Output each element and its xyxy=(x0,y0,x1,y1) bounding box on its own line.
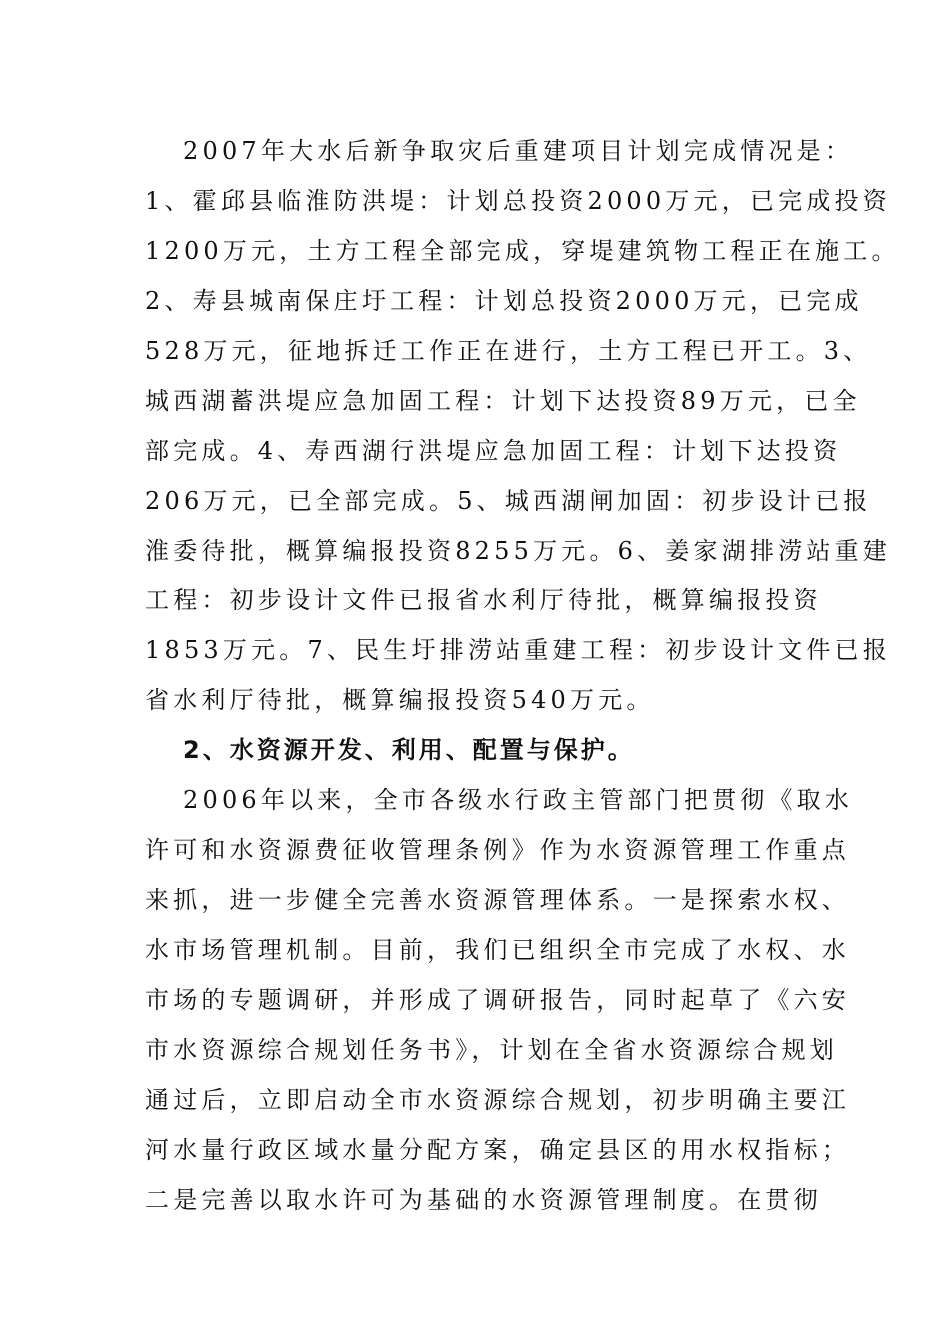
paragraph-line: 1853万元。7、民生圩排涝站重建工程：初步设计文件已报 xyxy=(145,636,891,664)
paragraph-line: 2、寿县城南保庄圩工程：计划总投资2000万元，已完成 xyxy=(145,287,863,315)
paragraph-line: 2006年以来，全市各级水行政主管部门把贯彻《取水 xyxy=(183,786,854,814)
paragraph-line: 来抓，进一步健全完善水资源管理体系。一是探索水权、 xyxy=(145,886,850,914)
paragraph-line: 二是完善以取水许可为基础的水资源管理制度。在贯彻 xyxy=(145,1186,822,1214)
paragraph-line: 市水资源综合规划任务书》，计划在全省水资源综合规划 xyxy=(145,1036,838,1064)
paragraph-line: 城西湖蓄洪堤应急加固工程：计划下达投资89万元，已全 xyxy=(145,387,861,415)
paragraph-line: 通过后，立即启动全市水资源综合规划，初步明确主要江 xyxy=(145,1086,850,1114)
paragraph-line: 1200万元，土方工程全部完成，穿堤建筑物工程正在施工。 xyxy=(145,237,900,265)
paragraph-line: 水市场管理机制。目前，我们已组织全市完成了水权、水 xyxy=(145,936,850,964)
paragraph-line: 淮委待批，概算编报投资8255万元。6、姜家湖排涝站重建 xyxy=(145,537,891,565)
section-heading: 2、水资源开发、利用、配置与保护。 xyxy=(183,736,635,764)
paragraph-line: 528万元，征地拆迁工作正在进行，土方工程已开工。3、 xyxy=(145,337,872,365)
paragraph-line: 206万元，已全部完成。5、城西湖闸加固：初步设计已报 xyxy=(145,487,872,515)
paragraph-line: 工程：初步设计文件已报省水利厅待批，概算编报投资 xyxy=(145,586,822,614)
paragraph-line: 2007年大水后新争取灾后重建项目计划完成情况是： xyxy=(183,137,854,165)
paragraph-line: 许可和水资源费征收管理条例》作为水资源管理工作重点 xyxy=(145,836,850,864)
paragraph-line: 河水量行政区域水量分配方案，确定县区的用水权指标； xyxy=(145,1136,850,1164)
paragraph-line: 1、霍邱县临淮防洪堤：计划总投资2000万元，已完成投资 xyxy=(145,187,891,215)
paragraph-line: 省水利厅待批，概算编报投资540万元。 xyxy=(145,686,655,714)
paragraph-line: 市场的专题调研，并形成了调研报告，同时起草了《六安 xyxy=(145,986,850,1014)
paragraph-line: 部完成。4、寿西湖行洪堤应急加固工程：计划下达投资 xyxy=(145,437,842,465)
